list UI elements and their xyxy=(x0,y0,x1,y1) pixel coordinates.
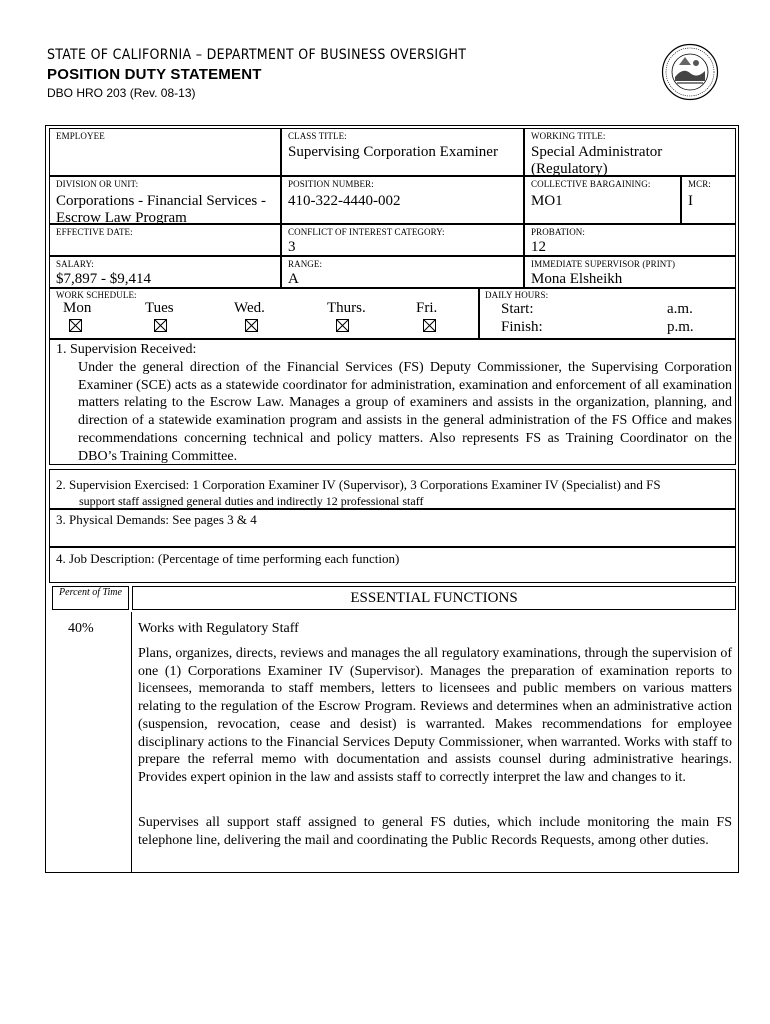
functions-header-cell xyxy=(132,586,736,610)
function-paragraph-1: Plans, organizes, directs, reviews and manages the all regulatory examinations, through the supervision of one (1) Corporations Examiner IV (Supervisor). Manages the preparation of examination reports to licensees, memoranda to staff members, letters to licensees and public members on various matters relating to the regulation of the Escrow Program. Reviews and determines when an administrative action (suspension, revocation, cease and desist) is warranted. Makes recommendations for employee disciplinary actions to the Financial Services Deputy Commissioner, when warranted. Works with staff to prepare the referral memo with documentation and assists counsel during administrative hearings. Provides expert opinion in the law and assists staff to correctly interpret the law and changes to it. xyxy=(138,646,732,785)
class-title-value: Supervising Corporation Examiner xyxy=(288,144,498,160)
probation-label: PROBATION: xyxy=(531,227,586,237)
class-title-label: CLASS TITLE: xyxy=(288,131,347,141)
range-label: RANGE: xyxy=(288,259,323,269)
employee-cell xyxy=(49,128,281,176)
agency-heading: STATE OF CALIFORNIA – DEPARTMENT OF BUSINESS OVERSIGHT xyxy=(47,47,467,63)
functions-header: ESSENTIAL FUNCTIONS xyxy=(350,590,518,606)
salary-label: SALARY: xyxy=(56,259,94,269)
section-4-text: 4. Job Description: (Percentage of time performing each function) xyxy=(56,551,400,566)
position-number-cell xyxy=(281,176,524,224)
checkbox-thurs[interactable] xyxy=(336,319,349,332)
division-label: DIVISION OR UNIT: xyxy=(56,179,139,189)
conflict-label: CONFLICT OF INTEREST CATEGORY: xyxy=(288,227,445,237)
effective-date-label: EFFECTIVE DATE: xyxy=(56,227,133,237)
function-paragraph-2: Supervises all support staff assigned to general FS duties, which include monitoring the main FS telephone line, delivering the mail and coordinating the Public Records Requests, among other duties. xyxy=(138,815,732,848)
range-cell xyxy=(281,256,524,288)
section-1-heading: 1. Supervision Received: xyxy=(56,342,197,357)
section-2-text-continued: support staff assigned general duties and indirectly 12 professional staff xyxy=(79,494,424,508)
working-title-value: Special Administrator (Regulatory) xyxy=(531,144,663,177)
position-number-value: 410-322-4440-002 xyxy=(288,193,401,209)
function-title: Works with Regulatory Staff xyxy=(138,621,299,636)
am-label: a.m. xyxy=(667,301,693,317)
salary-cell xyxy=(49,256,281,288)
division-cell xyxy=(49,176,281,224)
effective-date-cell xyxy=(49,224,281,256)
working-title-label: WORKING TITLE: xyxy=(531,131,606,141)
pm-label: p.m. xyxy=(667,319,694,335)
function-percent: 40% xyxy=(68,621,94,636)
checkbox-tues[interactable] xyxy=(154,319,167,332)
supervisor-value: Mona Elsheikh xyxy=(531,271,623,287)
start-label: Start: xyxy=(501,301,534,317)
salary-value: $7,897 - $9,414 xyxy=(56,271,151,287)
class-title-cell xyxy=(281,128,524,176)
functions-divider xyxy=(131,612,132,873)
conflict-value: 3 xyxy=(288,239,296,255)
mcr-value: I xyxy=(688,193,693,209)
position-number-label: POSITION NUMBER: xyxy=(288,179,374,189)
mcr-label: MCR: xyxy=(688,179,711,189)
day-label-mon: Mon xyxy=(63,300,92,316)
day-label-tues: Tues xyxy=(145,300,174,316)
form-number: DBO HRO 203 (Rev. 08-13) xyxy=(47,86,196,100)
day-label-thurs: Thurs. xyxy=(327,300,366,316)
probation-cell xyxy=(524,224,736,256)
percent-header-cell xyxy=(52,586,129,610)
working-title-cell xyxy=(524,128,736,176)
supervisor-label: IMMEDIATE SUPERVISOR (PRINT) xyxy=(531,259,676,269)
collective-bargaining-cell xyxy=(524,176,681,224)
probation-value: 12 xyxy=(531,239,546,255)
document-title: POSITION DUTY STATEMENT xyxy=(47,66,262,83)
supervisor-cell xyxy=(524,256,736,288)
finish-label: Finish: xyxy=(501,319,543,335)
collective-bargaining-label: COLLECTIVE BARGAINING: xyxy=(531,179,651,189)
collective-bargaining-value: MO1 xyxy=(531,193,563,209)
section-1-text: Under the general direction of the Financial Services (FS) Deputy Commissioner, the Supervising Corporation Examiner (SCE) acts as a statewide coordinator for administration, examination and enforcement of all examination matters relating to the Escrow Law. Manages a group of examiners and assists in the organization, planning, and direction of a statewide examination program and assists in the general administration of the FS Office and makes recommendations concerning technical and policy matters. Also represents FS as Training Coordinator on the DBO’s Training Committee. xyxy=(78,360,732,464)
mcr-cell xyxy=(681,176,736,224)
state-seal-icon xyxy=(661,43,719,101)
percent-header: Percent of Time xyxy=(59,587,122,598)
checkbox-wed[interactable] xyxy=(245,319,258,332)
checkbox-fri[interactable] xyxy=(423,319,436,332)
day-label-wed: Wed. xyxy=(234,300,265,316)
checkbox-mon[interactable] xyxy=(69,319,82,332)
daily-hours-label: DAILY HOURS: xyxy=(485,290,549,300)
section-2-text: 2. Supervision Exercised: 1 Corporation Examiner IV (Supervisor), 3 Corporations Examiner IV (Specialist) and FS xyxy=(56,477,661,492)
division-value: Corporations - Financial Services - Escrow Law Program xyxy=(56,193,266,226)
section-3-text: 3. Physical Demands: See pages 3 & 4 xyxy=(56,512,257,527)
range-value: A xyxy=(288,271,299,287)
work-schedule-label: WORK SCHEDULE: xyxy=(56,290,137,300)
day-label-fri: Fri. xyxy=(416,300,438,316)
employee-label: EMPLOYEE xyxy=(56,131,105,141)
conflict-cell xyxy=(281,224,524,256)
